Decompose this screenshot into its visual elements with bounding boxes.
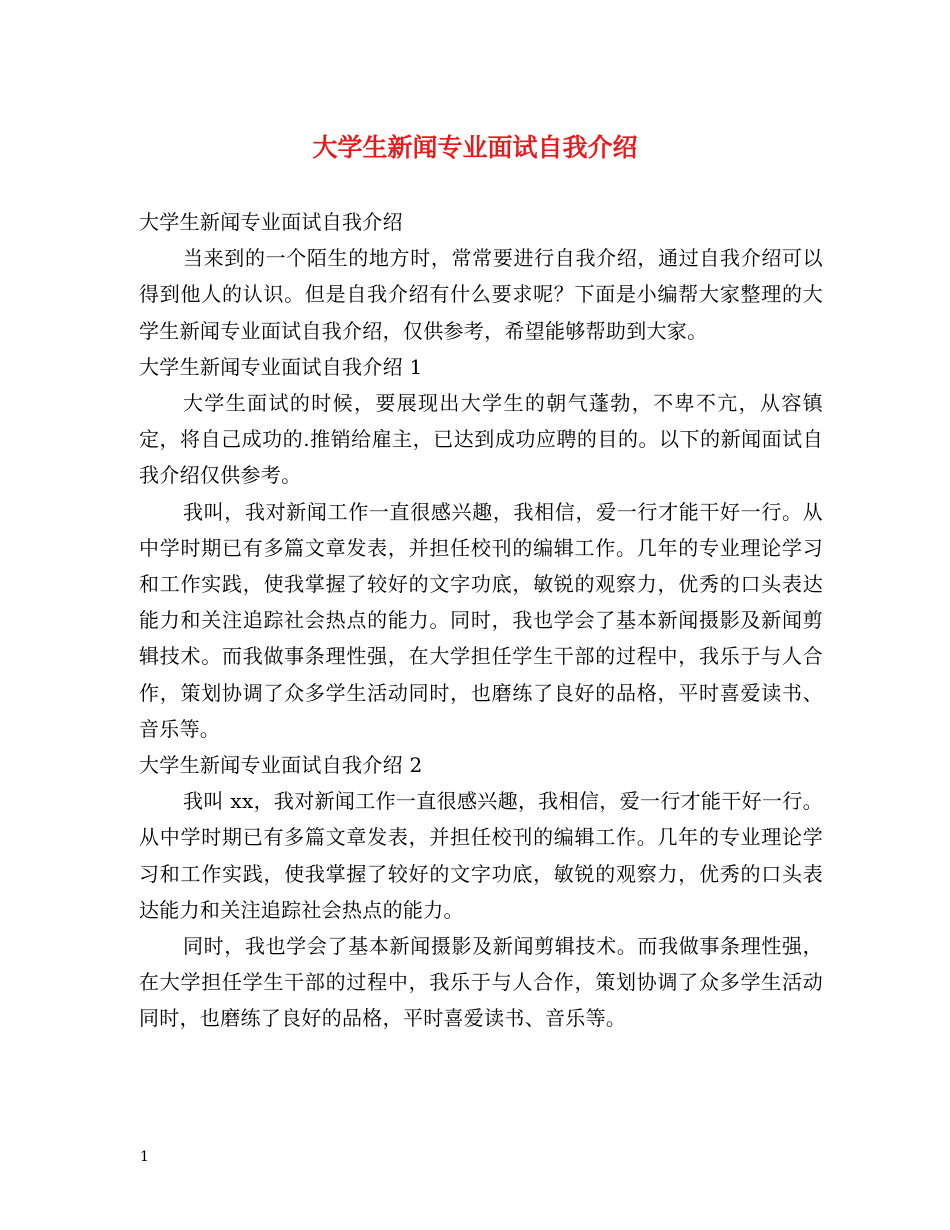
paragraph-section-1-b: 我叫，我对新闻工作一直很感兴趣，我相信，爱一行才能干好一行。从中学时期已有多篇文章发表，并担任校刊的编辑工作。几年的专业理论学习和工作实践，使我掌握了较好的文字功底，敏锐的观察力，优秀的口头表达能力和关注追踪社会热点的能力。同时，我也学会了基本新闻摄影及新闻剪辑技术。而我做事条理性强，在大学担任学生干部的过程中，我乐于与人合作，策划协调了众多学生活动同时，也磨练了良好的品格，平时喜爱读书、音乐等。 [139, 499, 823, 741]
paragraph-heading-intro: 大学生新闻专业面试自我介绍 [139, 210, 403, 234]
page-number: 1 [140, 1149, 149, 1165]
section-heading-1: 大学生新闻专业面试自我介绍 1 [139, 354, 423, 379]
paragraph-section-2-a: 我叫 xx，我对新闻工作一直很感兴趣，我相信，爱一行才能干好一行。从中学时期已有多篇文章发表，并担任校刊的编辑工作。几年的专业理论学习和工作实践，使我掌握了较好的文字功底，敏锐的观察力，优秀的口头表达能力和关注追踪社会热点的能力。 [139, 789, 823, 922]
paragraph-section-1-a: 大学生面试的时候，要展现出大学生的朝气蓬勃，不卑不亢，从容镇定，将自己成功的.推销给雇主，已达到成功应聘的目的。以下的新闻面试自我介绍仅供参考。 [139, 391, 823, 488]
document-body [139, 204, 823, 1037]
paragraph-intro: 当来到的一个陌生的地方时，常常要进行自我介绍，通过自我介绍可以得到他人的认识。但是自我介绍有什么要求呢？下面是小编帮大家整理的大学生新闻专业面试自我介绍，仅供参考，希望能够帮助到大家。 [139, 246, 823, 343]
paragraph-section-2-b: 同时，我也学会了基本新闻摄影及新闻剪辑技术。而我做事条理性强，在大学担任学生干部的过程中，我乐于与人合作，策划协调了众多学生活动同时，也磨练了良好的品格，平时喜爱读书、音乐等。 [139, 934, 823, 1031]
document-title: 大学生新闻专业面试自我介绍 [312, 133, 638, 162]
section-heading-2: 大学生新闻专业面试自我介绍 2 [139, 753, 423, 778]
